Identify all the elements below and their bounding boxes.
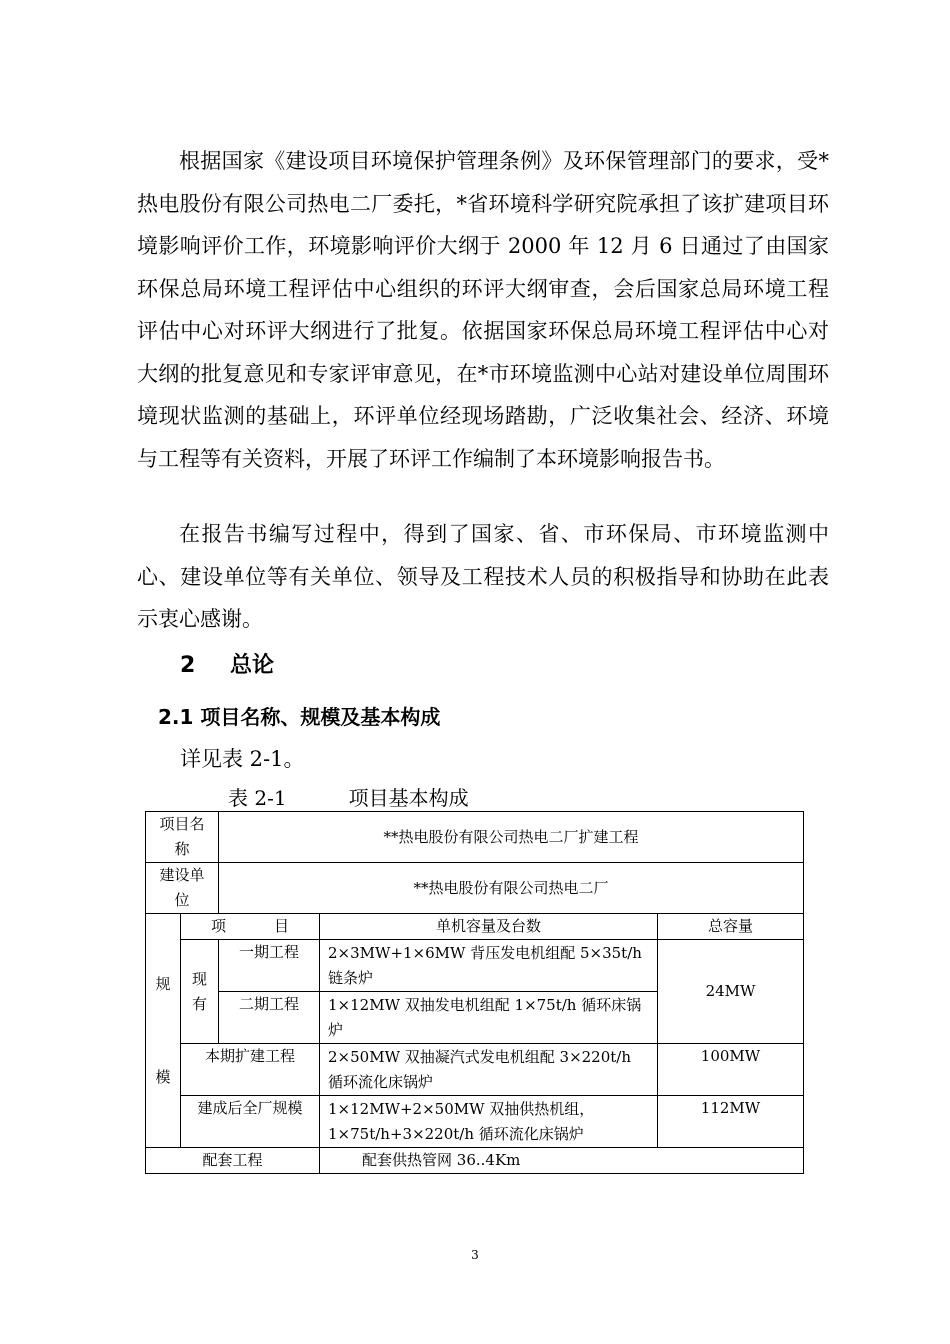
table-caption	[228, 784, 469, 812]
after-desc: 1×12MW+2×50MW 双抽供热机组，1×75t/h+3×220t/h 循环流化床锅炉	[320, 1096, 658, 1148]
section-number: 2	[180, 653, 196, 678]
expansion-desc: 2×50MW 双抽凝汽式发电机组配 3×220t/h 循环流化床锅炉	[320, 1044, 658, 1096]
table-row	[146, 1044, 804, 1096]
support-value: 配套供热管网 36..4Km	[320, 1148, 804, 1174]
subsection-heading: 2.1 项目名称、规模及基本构成	[158, 705, 441, 729]
scale-label-spacer	[146, 997, 180, 1065]
section-title: 总论	[230, 653, 275, 678]
paragraph-acknowledgement: 在报告书编写过程中，得到了国家、省、市环保局、市环境监测中心、建设单位等有关单位、领导及工程技术人员的积极指导和协助在此表示衷心感谢。	[137, 522, 829, 631]
builder-value: **热电股份有限公司热电二厂	[219, 863, 804, 914]
table-row	[146, 940, 804, 992]
phase2-desc: 1×12MW 双抽发电机组配 1×75t/h 循环床锅炉	[320, 992, 658, 1044]
expansion-total: 100MW	[658, 1044, 804, 1096]
scale-label-char-1: 规	[155, 974, 171, 993]
header-item-char-1: 项	[210, 917, 226, 935]
project-name-value: **热电股份有限公司热电二厂扩建工程	[219, 812, 804, 863]
header-total: 总容量	[658, 914, 804, 940]
support-label: 配套工程	[146, 1148, 320, 1174]
after-label: 建成后全厂规模	[181, 1096, 320, 1148]
phase2-label: 二期工程	[219, 992, 320, 1044]
existing-label	[181, 940, 219, 1044]
project-composition-table	[145, 811, 804, 1174]
table-row	[146, 1096, 804, 1148]
scale-label	[146, 914, 181, 1148]
page-number: 3	[471, 1248, 479, 1262]
phase1-label: 一期工程	[219, 940, 320, 992]
table-caption-number: 表 2-1	[228, 786, 287, 810]
after-total: 112MW	[658, 1096, 804, 1148]
existing-label-char-2: 有	[192, 994, 208, 1013]
expansion-label: 本期扩建工程	[181, 1044, 320, 1096]
phase1-desc: 2×3MW+1×6MW 背压发电机组配 5×35t/h 链条炉	[320, 940, 658, 992]
project-name-label: 项目名称	[146, 812, 219, 863]
existing-label-char-1: 现	[192, 969, 208, 988]
builder-label: 建设单位	[146, 863, 219, 914]
paragraph-background: 根据国家《建设项目环境保护管理条例》及环保管理部门的要求，受*热电股份有限公司热电二厂委托，*省环境科学研究院承担了该扩建项目环境影响评价工作，环境影响评价大纲于 2000 年 12 月 6 日通过了由国家环保总局环境工程评估中心组织的环评大纲审查，会后国家总局环境工程评估中心对环评大纲进行了批复。依据国家环保总局环境工程评估中心对大纲的批复意见和专家评审意见，在*市环境监测中心站对建设单位周围环境现状监测的基础上，环评单位经现场踏勘，广泛收集社会、经济、环境与工程等有关资料，开展了环评工作编制了本环境影响报告书。	[137, 149, 829, 471]
see-table-text: 详见表 2-1。	[180, 747, 305, 771]
table-caption-title: 项目基本构成	[348, 786, 469, 810]
header-capacity: 单机容量及台数	[320, 914, 658, 940]
table-row	[146, 863, 804, 914]
header-item-char-2: 目	[274, 917, 290, 935]
existing-total: 24MW	[658, 940, 804, 1044]
table-row	[146, 812, 804, 863]
header-item	[181, 914, 320, 940]
section-heading	[180, 648, 274, 684]
scale-label-char-2: 模	[155, 1067, 171, 1086]
table-row	[146, 1148, 804, 1174]
table-row	[146, 914, 804, 940]
